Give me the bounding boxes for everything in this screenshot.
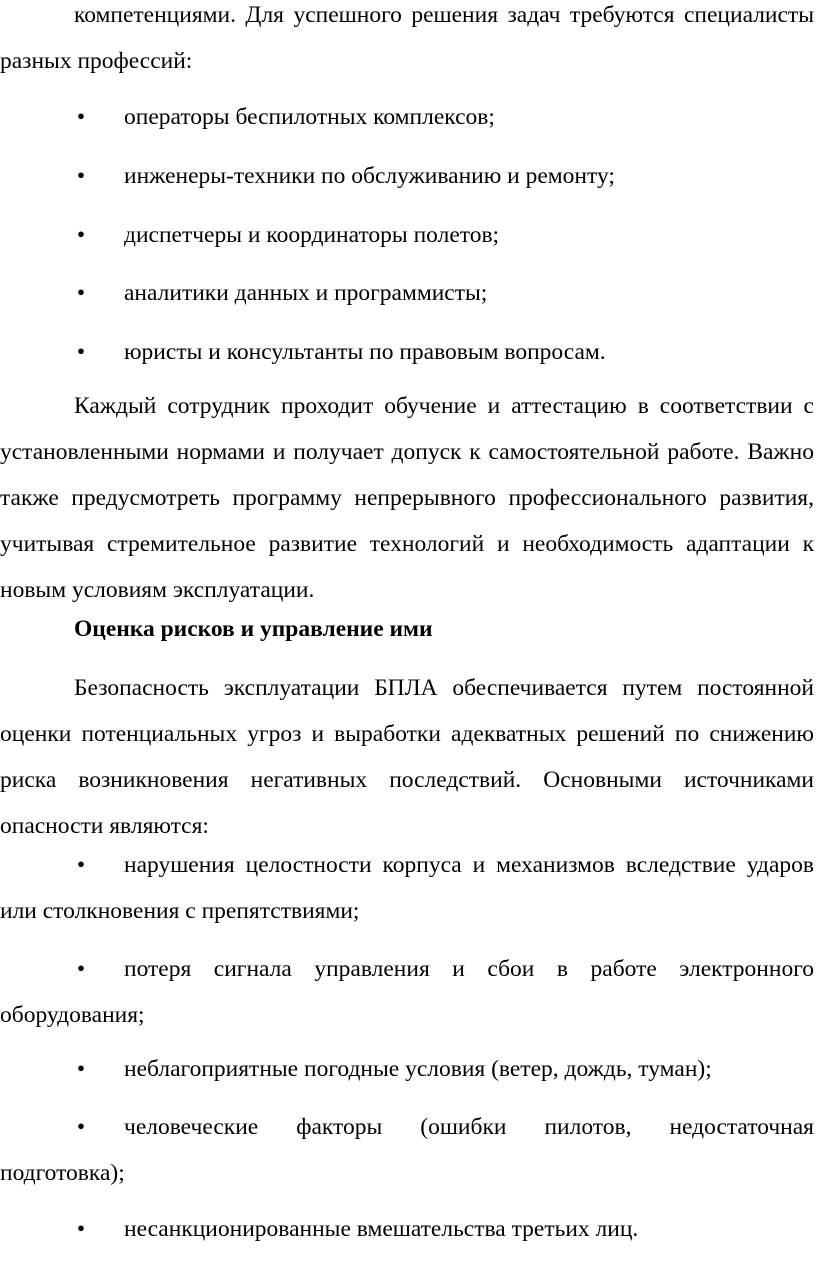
list-item-text: диспетчеры и координаторы полетов; xyxy=(124,222,500,248)
list-item-text: аналитики данных и программисты; xyxy=(124,280,488,306)
intro-text: компетенциями. Для успешного решения задач требуются специалисты разных профессий: xyxy=(0,2,814,74)
list-item xyxy=(0,1104,814,1196)
bullet-icon: • xyxy=(76,104,86,130)
list-item xyxy=(0,94,814,140)
list-item xyxy=(0,842,814,934)
list-item-text: человеческие факторы (ошибки пилотов, недостаточная подготовка); xyxy=(0,1114,814,1186)
bullet-icon: • xyxy=(76,163,86,189)
bullet-icon: • xyxy=(76,280,86,306)
bullet-icon: • xyxy=(76,1114,86,1140)
safety-text: Безопасность эксплуатации БПЛА обеспечивается путем постоянной оценки потенциальных угроз и выработки адекватных решений по снижению риска возникновения негативных последствий. Основными источниками опасности являются: xyxy=(0,675,814,839)
training-paragraph xyxy=(0,383,814,613)
list-item xyxy=(0,212,814,258)
intro-paragraph xyxy=(0,0,814,84)
list-item xyxy=(0,329,814,375)
bullet-icon: • xyxy=(76,852,86,878)
training-text: Каждый сотрудник проходит обучение и аттестацию в соответствии с установленными нормами и получает допуск к самостоятельной работе. Важно также предусмотреть программу непрерывного профессионального развития, учитывая стремительное развитие технологий и необходимость адаптации к новым условиям эксплуатации. xyxy=(0,393,814,603)
list-item-text: нарушения целостности корпуса и механизмов вследствие ударов или столкновения с препятствиями; xyxy=(0,852,814,924)
bullet-icon: • xyxy=(76,339,86,365)
list-item xyxy=(0,153,814,199)
list-item xyxy=(0,946,814,1038)
safety-paragraph xyxy=(0,665,814,849)
list-item-text: инженеры-техники по обслуживанию и ремонту; xyxy=(124,163,615,189)
section-heading: Оценка рисков и управление ими xyxy=(74,616,433,642)
list-item-text: юристы и консультанты по правовым вопросам. xyxy=(124,339,606,365)
bullet-icon: • xyxy=(76,222,86,248)
list-item xyxy=(0,1046,814,1092)
list-item-text: неблагоприятные погодные условия (ветер, дождь, туман); xyxy=(124,1056,712,1082)
list-item-text: операторы беспилотных комплексов; xyxy=(124,104,495,130)
list-item xyxy=(0,270,814,316)
bullet-icon: • xyxy=(76,1056,86,1082)
list-item-text: потеря сигнала управления и сбои в работе электронного оборудования; xyxy=(0,956,814,1028)
list-item xyxy=(0,1206,814,1252)
bullet-icon: • xyxy=(76,956,86,982)
bullet-icon: • xyxy=(76,1216,86,1242)
list-item-text: несанкционированные вмешательства третьих лиц. xyxy=(124,1216,639,1242)
